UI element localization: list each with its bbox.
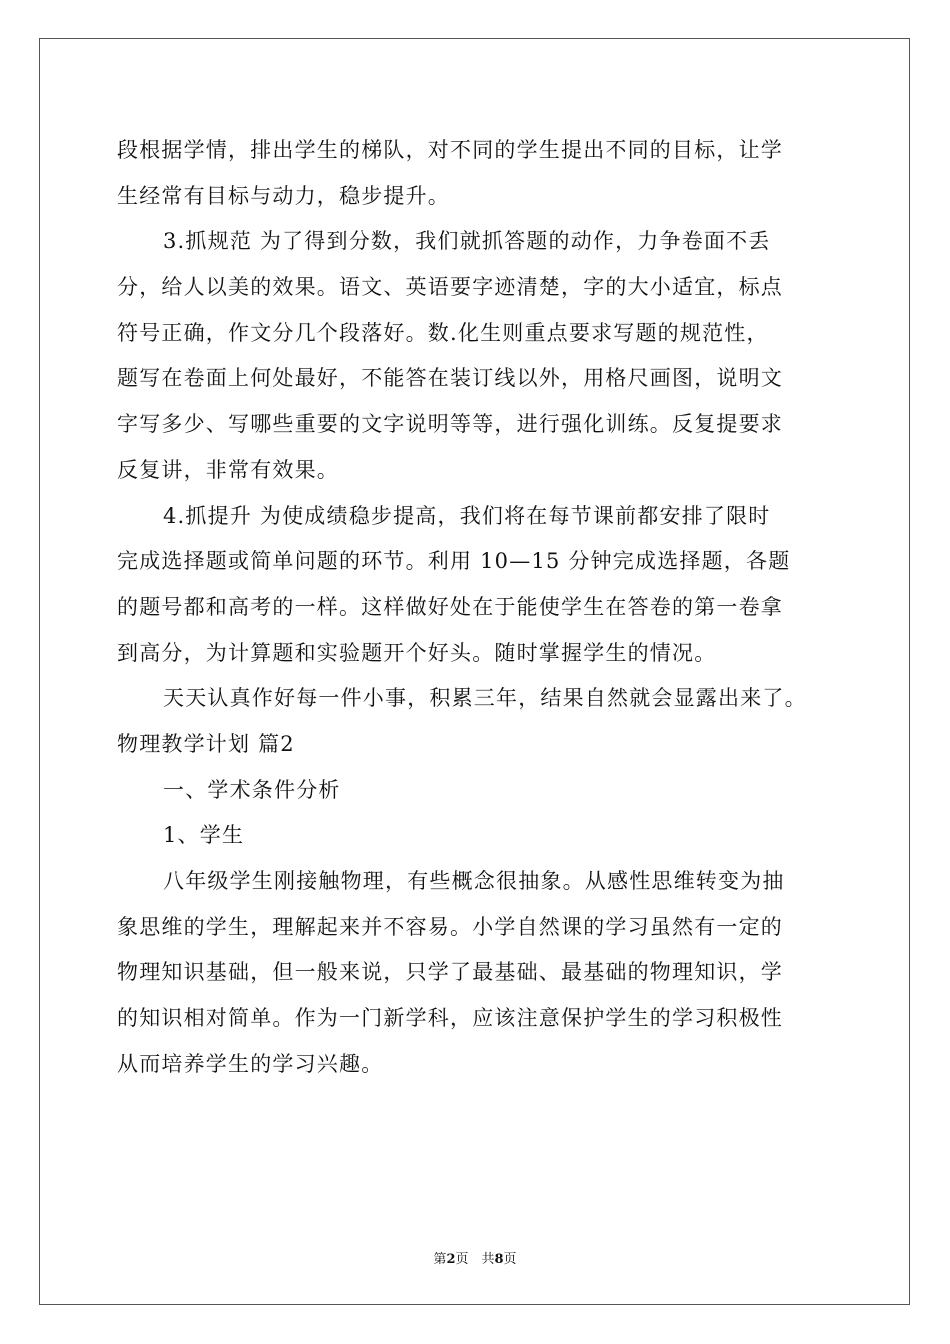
text-line: 物理教学计划 篇2: [117, 731, 295, 756]
text-line: 反复讲，非常有效果。: [117, 457, 339, 482]
text-line: 八年级学生刚接触物理，有些概念很抽象。从感性思维转变为抽: [163, 869, 785, 893]
text-line: 字写多少、写哪些重要的文字说明等等，进行强化训练。反复提要求: [117, 412, 783, 437]
text-line: 分，给人以美的效果。语文、英语要字迹清楚，字的大小适宜，标点: [117, 275, 783, 300]
text-line: 天天认真作好每一件小事，积累三年，结果自然就会显露出来了。: [163, 686, 807, 711]
text-line: 符号正确，作文分几个段落好。数.化生则重点要求写题的规范性，: [117, 320, 769, 345]
text-line: 的知识相对简单。作为一门新学科，应该注意保护学生的学习积极性: [117, 1006, 783, 1031]
text-line: 物理知识基础，但一般来说，只学了最基础、最基础的物理知识，学: [117, 960, 783, 985]
text-line: 4.抓提升 为使成绩稳步提高，我们将在每节课前都安排了限时: [163, 503, 771, 528]
footer-mid: 页 共: [455, 1252, 495, 1267]
document-body: [117, 128, 837, 1087]
footer-prefix: 第: [433, 1252, 447, 1267]
text-line: 题写在卷面上何处最好，不能答在装订线以外，用格尺画图，说明文: [117, 366, 783, 391]
text-line: 的题号都和高考的一样。这样做好处在于能使学生在答卷的第一卷拿: [117, 594, 783, 619]
text-line: 象思维的学生，理解起来并不容易。小学自然课的学习虽然有一定的: [117, 914, 783, 939]
text-line: 生经常有目标与动力，稳步提升。: [117, 183, 450, 208]
page-footer: [0, 1248, 950, 1267]
text-line: 一、学术条件分析: [163, 777, 341, 802]
footer-suffix: 页: [503, 1252, 517, 1267]
text-line: 3.抓规范 为了得到分数，我们就抓答题的动作，力争卷面不丢: [163, 229, 771, 254]
text-line: 1、学生: [163, 823, 245, 848]
footer-page-number: 2: [446, 1252, 456, 1267]
footer-total-pages: 8: [494, 1252, 504, 1267]
text-line: 从而培养学生的学习兴趣。: [117, 1051, 384, 1076]
text-line: 到高分，为计算题和实验题开个好头。随时掌握学生的情况。: [117, 640, 717, 665]
text-line: 完成选择题或简单问题的环节。利用 10—15 分钟完成选择题，各题: [117, 549, 791, 574]
text-line: 段根据学情，排出学生的梯队，对不同的学生提出不同的目标，让学: [117, 138, 783, 162]
